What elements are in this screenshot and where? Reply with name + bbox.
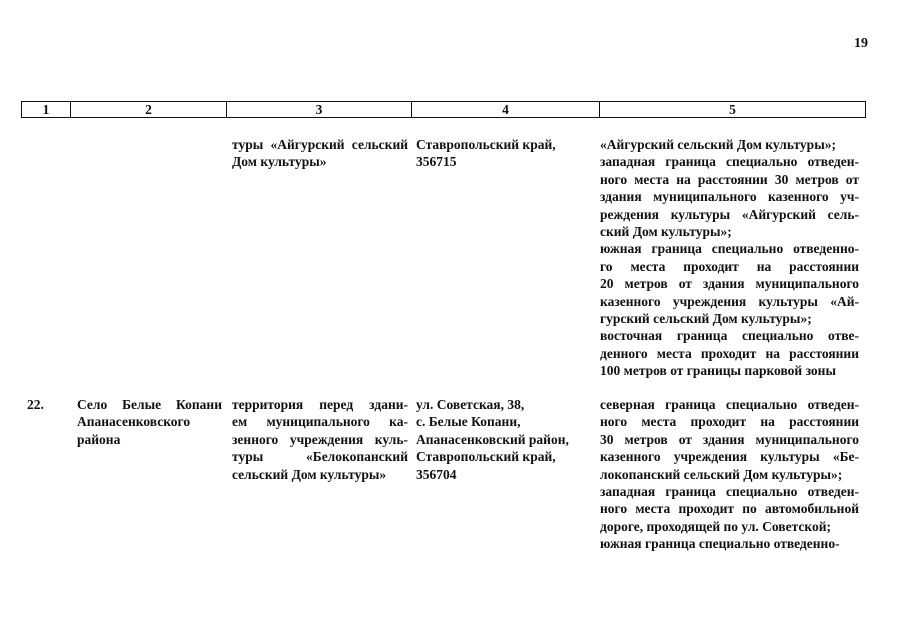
text-line: гурский сельский Дом культуры»;: [600, 311, 812, 327]
row-2-number-cell: 22.: [27, 397, 44, 412]
text-line: туры «Айгурский сельский: [232, 137, 408, 152]
column-header-2: 2: [71, 102, 227, 118]
text-line: дороге, проходящей по ул. Советской;: [600, 518, 832, 534]
text-line: го места проходит на расстоянии: [600, 258, 859, 274]
text-line: 356715: [416, 154, 457, 170]
text-line: западная граница специально отведен-: [600, 154, 859, 170]
table-header: [21, 101, 866, 118]
text-line: 20 метров от здания муниципального: [600, 276, 859, 292]
text-line: ем муниципального ка-: [232, 414, 408, 430]
text-line: здания муниципального казенного уч-: [600, 189, 859, 205]
text-line: Село Белые Копани: [77, 397, 222, 412]
text-line: территория перед здани-: [232, 397, 408, 412]
text-line: ский Дом культуры»;: [600, 224, 732, 240]
row-2-place-cell: [77, 396, 222, 448]
text-line: южная граница специально отведенно-: [600, 241, 859, 257]
text-line: ул. Советская, 38,: [416, 397, 525, 412]
text-line: северная граница специально отведен-: [600, 397, 859, 412]
text-line: зенного учреждения куль-: [232, 431, 408, 447]
text-line: ного места на расстоянии 30 метров от: [600, 171, 859, 187]
text-line: 30 метров от здания муниципального: [600, 431, 859, 447]
text-line: Ставропольский край,: [416, 137, 556, 152]
column-header-1: 1: [22, 102, 71, 118]
column-header-5: 5: [600, 102, 866, 118]
text-line: сельский Дом культуры»: [232, 466, 387, 482]
text-line: 356704: [416, 466, 457, 482]
text-line: Апанасенковский район,: [416, 431, 569, 447]
text-line: западная граница специально отведен-: [600, 484, 859, 500]
text-line: Дом культуры»: [232, 154, 327, 170]
text-line: 100 метров от границы парковой зоны: [600, 363, 836, 379]
text-line: Апанасенковского: [77, 414, 191, 430]
text-line: ного места проходит по автомобильной: [600, 501, 859, 517]
text-line: с. Белые Копани,: [416, 414, 521, 430]
text-line: локопанский сельский Дом культуры»;: [600, 466, 843, 482]
column-header-3: 3: [227, 102, 412, 118]
text-line: казенного учреждения культуры «Бе-: [600, 449, 859, 465]
page-number: 19: [854, 36, 868, 51]
text-line: ного места проходит на расстоянии: [600, 414, 859, 430]
column-header-4: 4: [412, 102, 600, 118]
text-line: района: [77, 431, 121, 447]
row-2-address-cell: [416, 396, 592, 483]
text-line: южная граница специально отведенно-: [600, 536, 840, 552]
text-line: Ставропольский край,: [416, 449, 556, 465]
text-line: «Айгурский сельский Дом культуры»;: [600, 137, 836, 152]
text-line: денного места проходит на расстоянии: [600, 345, 859, 361]
row-2-boundaries-cell: [600, 396, 859, 553]
row-2-object-cell: [232, 396, 408, 483]
text-line: восточная граница специально отве-: [600, 328, 859, 344]
row-1-address-cell: [416, 136, 592, 171]
text-line: казенного учреждения культуры «Ай-: [600, 293, 859, 309]
text-line: реждения культуры «Айгурский сель-: [600, 206, 859, 222]
row-1-boundaries-cell: [600, 136, 859, 380]
text-line: туры «Белокопанский: [232, 449, 408, 465]
row-1-object-cell: [232, 136, 408, 171]
